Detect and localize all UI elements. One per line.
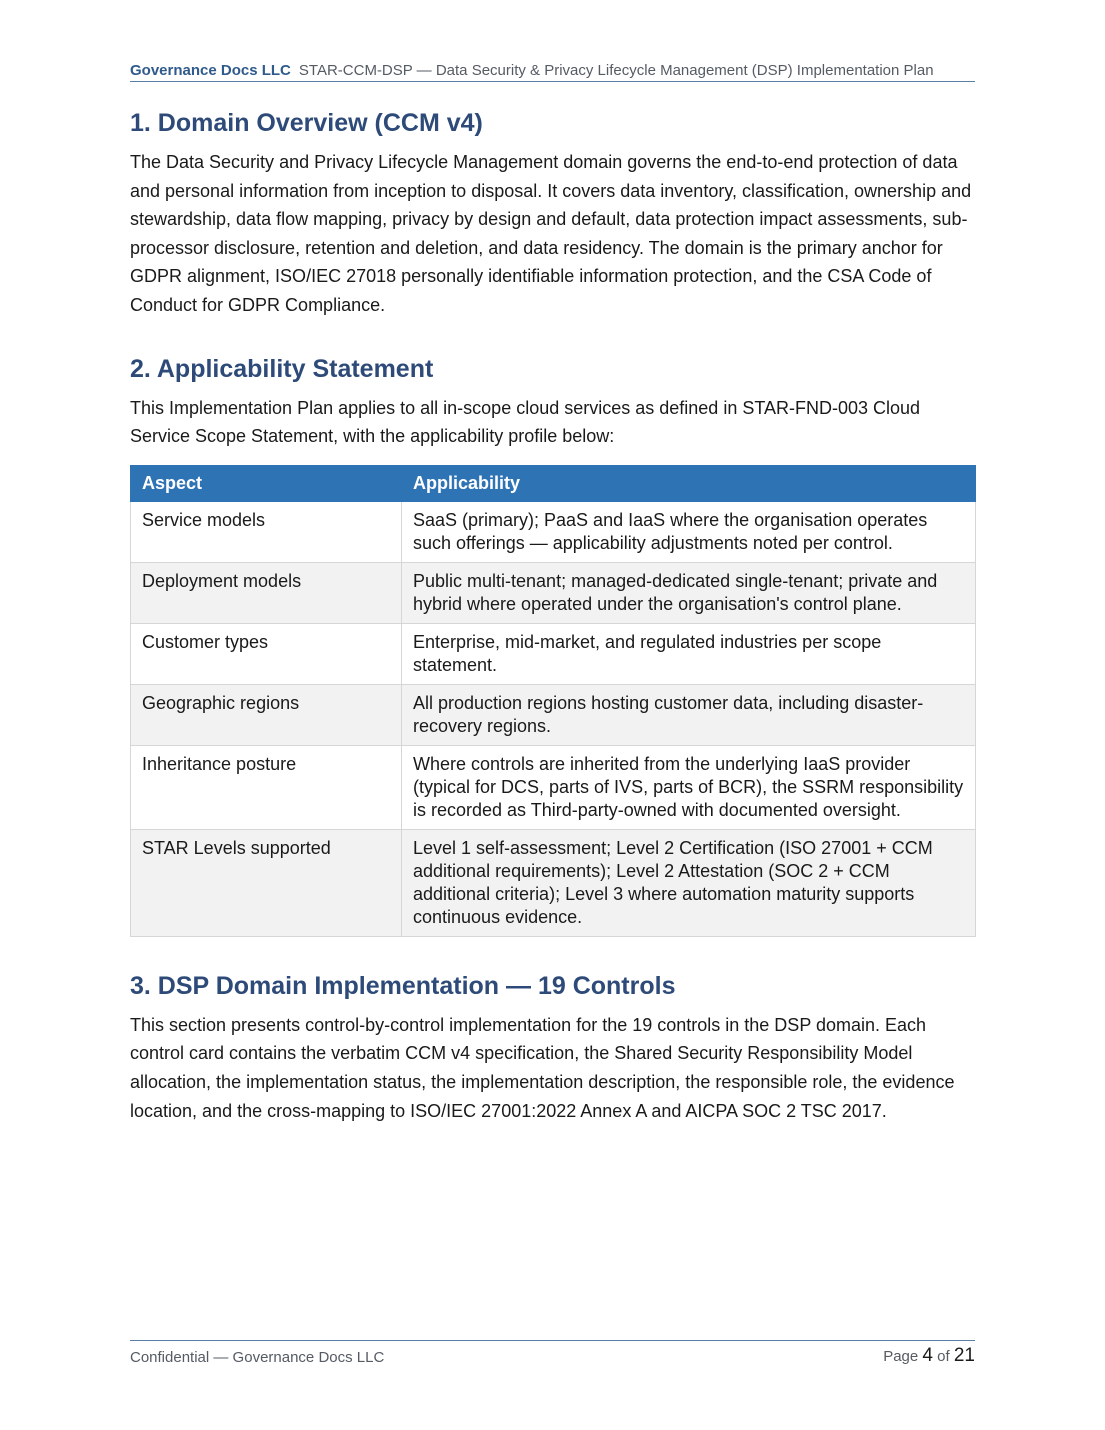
- applicability-table: [130, 465, 976, 937]
- total-pages: 21: [953, 1345, 975, 1366]
- header-title: STAR-CCM-DSP — Data Security & Privacy Lifecycle Management (DSP) Implementation Plan: [298, 62, 934, 79]
- table-header-aspect: Aspect: [131, 465, 402, 501]
- section-heading-dsp-implementation: 3. DSP Domain Implementation — 19 Controls: [130, 971, 676, 1000]
- table-cell-aspect: Inheritance posture: [131, 745, 402, 829]
- table-cell-applicability: Where controls are inherited from the underlying IaaS provider (typical for DCS, parts of IVS, parts of BCR), the SSRM responsibility is recorded as Third-party-owned with documented oversight.: [402, 745, 976, 829]
- page-header: [130, 62, 975, 82]
- footer-confidential: Confidential — Governance Docs LLC: [130, 1349, 385, 1366]
- section-body-domain-overview: The Data Security and Privacy Lifecycle Management domain governs the end-to-end protection of data and personal information from inception to disposal. It covers data inventory, classification, ownership and stewardship, data flow mapping, privacy by design and default, data protection impact assessments, sub-processor disclosure, retention and deletion, and data residency. The domain is the primary anchor for GDPR alignment, ISO/IEC 27018 personally identifiable information protection, and the CSA Code of Conduct for GDPR Compliance.: [130, 152, 972, 315]
- page-content: [130, 62, 975, 1125]
- table-row: [131, 623, 976, 684]
- table-header-applicability: Applicability: [402, 465, 976, 501]
- table-row: [131, 562, 976, 623]
- section-heading-applicability: 2. Applicability Statement: [130, 354, 434, 383]
- table-cell-applicability: Level 1 self-assessment; Level 2 Certification (ISO 27001 + CCM additional requirements); Level 2 Attestation (SOC 2 + CCM additional criteria); Level 3 where automation maturity supports continuous evidence.: [402, 829, 976, 936]
- table-cell-aspect: Customer types: [131, 623, 402, 684]
- page-number: [883, 1345, 975, 1367]
- table-cell-aspect: Geographic regions: [131, 684, 402, 745]
- table-row: [131, 501, 976, 562]
- table-cell-applicability: Public multi-tenant; managed-dedicated single-tenant; private and hybrid where operated under the organisation's control plane.: [402, 562, 976, 623]
- section-body-dsp-implementation: This section presents control-by-control implementation for the 19 controls in the DSP domain. Each control card contains the verbatim CCM v4 specification, the Shared Security Responsibility Model allocation, the implementation status, the implementation description, the responsible role, the evidence location, and the cross-mapping to ISO/IEC 27001:2022 Annex A and AICPA SOC 2 TSC 2017.: [130, 1014, 955, 1121]
- page-footer: [130, 1340, 975, 1371]
- table-cell-aspect: Deployment models: [131, 562, 402, 623]
- header-company: Governance Docs LLC: [130, 62, 291, 79]
- current-page: 4: [922, 1345, 933, 1366]
- table-cell-applicability: All production regions hosting customer data, including disaster-recovery regions.: [402, 684, 976, 745]
- of-label: of: [937, 1348, 950, 1365]
- table-cell-aspect: STAR Levels supported: [131, 829, 402, 936]
- table-cell-applicability: SaaS (primary); PaaS and IaaS where the organisation operates such offerings — applicability adjustments noted per control.: [402, 501, 976, 562]
- page-label: Page: [883, 1348, 919, 1365]
- table-cell-applicability: Enterprise, mid-market, and regulated industries per scope statement.: [402, 623, 976, 684]
- table-row: [131, 684, 976, 745]
- section-body-applicability: This Implementation Plan applies to all in-scope cloud services as defined in STAR-FND-003 Cloud Service Scope Statement, with the applicability profile below:: [130, 397, 921, 447]
- table-row: [131, 829, 976, 936]
- table-row: [131, 745, 976, 829]
- table-header-row: [131, 465, 976, 501]
- section-heading-domain-overview: 1. Domain Overview (CCM v4): [130, 109, 483, 137]
- table-cell-aspect: Service models: [131, 501, 402, 562]
